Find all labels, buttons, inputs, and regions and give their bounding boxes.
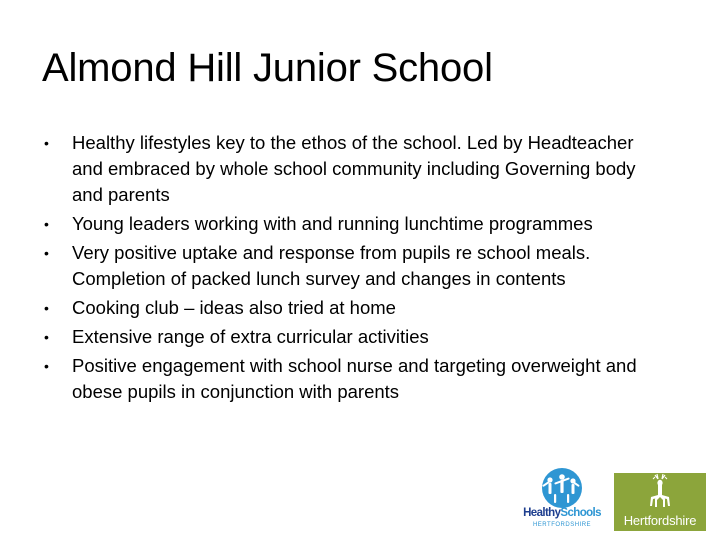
bullet-item [44,324,664,350]
hertfordshire-logo [614,473,706,531]
wordmark-schools: Schools [560,507,601,519]
bullet-marker: • [44,329,49,345]
bullet-marker: • [44,300,49,316]
bullet-marker: • [44,216,49,232]
wordmark-healthy: Healthy [523,507,561,519]
bullet-text: Extensive range of extra curricular activities [72,326,429,347]
bullet-marker: • [44,358,49,374]
bullet-text: Young leaders working with and running lunchtime programmes [72,213,593,234]
healthy-schools-logo [516,466,608,532]
bullet-text: Healthy lifestyles key to the ethos of the school. Led by Headteacher and embraced by whole school community including Governing body and parents [72,132,636,205]
bullet-text: Positive engagement with school nurse and targeting overweight and obese pupils in conjunction with parents [72,355,637,402]
hart-deer-icon [614,473,706,515]
bullet-item [44,130,664,208]
bullet-marker: • [44,245,49,261]
bullet-text: Very positive uptake and response from pupils re school meals. Completion of packed lunch survey and changes in contents [72,242,591,289]
bullet-item [44,240,664,292]
healthy-schools-subtitle: HERTFORDSHIRE [532,522,592,528]
bullet-text: Cooking club – ideas also tried at home [72,297,396,318]
slide-title: Almond Hill Junior School [42,46,493,90]
bullet-item [44,211,664,237]
healthy-schools-emblem-icon [516,466,608,508]
bullet-item [44,295,664,321]
hertfordshire-wordmark: Hertfordshire [623,513,697,528]
healthy-schools-wordmark [516,507,608,519]
bullet-list [44,130,664,408]
bullet-item [44,353,664,405]
bullet-marker: • [44,135,49,151]
